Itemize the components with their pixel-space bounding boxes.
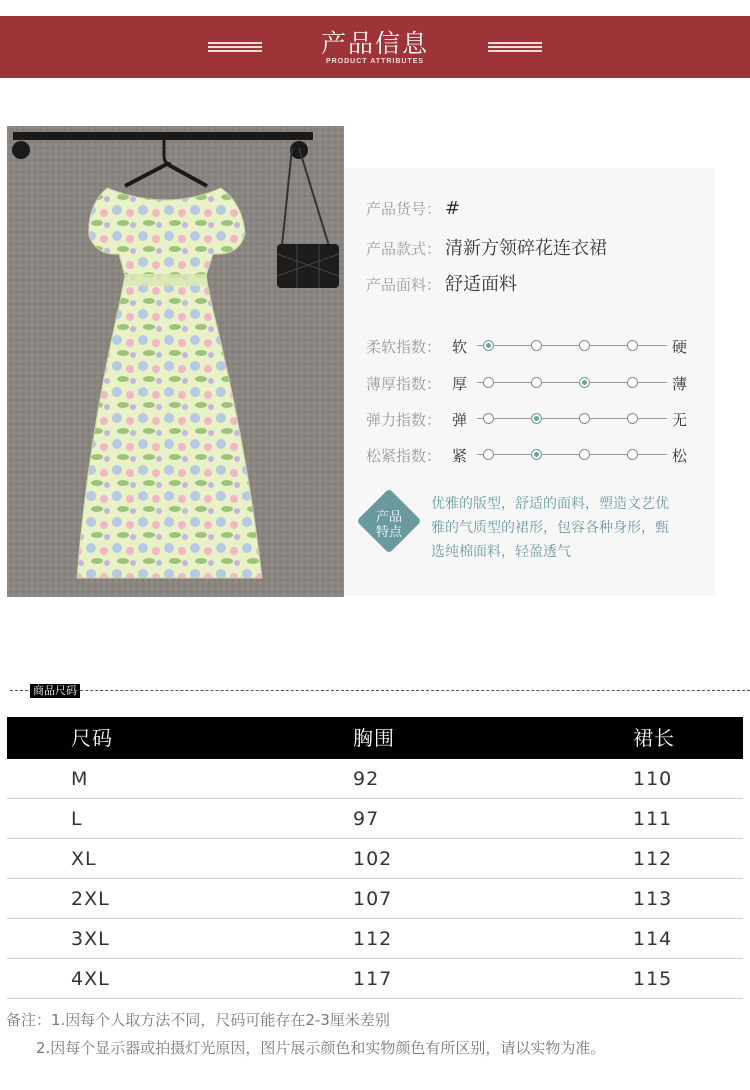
attribute-item-number <box>366 198 460 219</box>
cell-size: XL <box>71 848 97 870</box>
attribute-label: 产品款式： <box>366 240 442 258</box>
attribute-label: 产品面料： <box>366 276 442 294</box>
scale-dot <box>483 413 494 424</box>
note-line-1: 备注：1.因每个人取方法不同，尺码可能存在2-3厘米差别 <box>6 1011 390 1029</box>
cell-length: 112 <box>633 848 673 870</box>
scale-dot <box>627 377 638 388</box>
size-table <box>7 717 743 999</box>
table-row <box>7 959 743 999</box>
cell-length: 115 <box>633 968 673 990</box>
scale-softness <box>366 336 696 356</box>
size-notes <box>6 1006 605 1062</box>
cell-size: M <box>71 768 89 790</box>
attribute-label: 产品货号： <box>366 200 442 218</box>
banner-subtitle: PRODUCT ATTRIBUTES <box>325 58 425 65</box>
scale-dot <box>531 377 542 388</box>
cell-bust: 112 <box>353 928 393 950</box>
attribute-fabric <box>366 270 517 296</box>
cell-length: 113 <box>633 888 673 910</box>
attribute-value: 舒适面料 <box>445 274 518 295</box>
cell-size: 2XL <box>71 888 110 910</box>
feature-badge-line1: 产品 <box>375 510 402 525</box>
table-row <box>7 879 743 919</box>
scale-high-label: 无 <box>672 411 688 429</box>
scale-label: 松紧指数： <box>366 447 442 465</box>
scale-dot <box>483 340 494 351</box>
scale-dot <box>483 449 494 460</box>
cell-bust: 92 <box>353 768 380 790</box>
scale-dot <box>579 340 590 351</box>
scale-thickness <box>366 373 696 393</box>
dashed-divider <box>10 690 750 691</box>
dress-illustration <box>7 126 344 597</box>
cell-size: 3XL <box>71 928 110 950</box>
header-size: 尺码 <box>71 726 113 750</box>
cell-length: 114 <box>633 928 673 950</box>
cell-size: 4XL <box>71 968 110 990</box>
size-section-tag: 商品尺码 <box>30 684 80 698</box>
attribute-style <box>366 234 607 260</box>
scale-label: 柔软指数： <box>366 338 442 356</box>
banner-title: 产品信息 <box>320 29 429 58</box>
scale-track <box>477 418 667 419</box>
scale-low-label: 软 <box>452 338 468 356</box>
scale-dot <box>627 340 638 351</box>
table-row <box>7 839 743 879</box>
cell-bust: 117 <box>353 968 393 990</box>
scale-track <box>477 454 667 455</box>
cell-length: 110 <box>633 768 673 790</box>
scale-label: 薄厚指数： <box>366 375 442 393</box>
feature-badge-text <box>366 510 412 540</box>
scale-high-label: 硬 <box>672 338 688 356</box>
decorative-lines-right <box>488 42 542 52</box>
scale-dot <box>531 413 542 424</box>
scale-elasticity <box>366 409 696 429</box>
scale-dot <box>579 449 590 460</box>
attributes-panel <box>344 168 715 596</box>
attribute-value: # <box>445 198 461 219</box>
cell-bust: 97 <box>353 808 380 830</box>
scale-dot <box>627 449 638 460</box>
scale-dot <box>579 413 590 424</box>
scale-low-label: 厚 <box>452 375 468 393</box>
scale-label: 弹力指数： <box>366 411 442 429</box>
scale-dot <box>483 377 494 388</box>
scale-track <box>477 382 667 383</box>
size-section-header <box>10 684 750 698</box>
feature-description: 优雅的版型，舒适的面料，塑造文艺优雅的气质型的裙形，包容各种身形，甄选纯棉面料，轻盈透气 <box>431 496 669 560</box>
scale-high-label: 松 <box>672 447 688 465</box>
table-row <box>7 919 743 959</box>
attribute-value: 清新方领碎花连衣裙 <box>445 238 608 259</box>
header-length: 裙长 <box>633 726 675 750</box>
scale-track <box>477 345 667 346</box>
section-banner <box>0 16 750 78</box>
scale-dot <box>531 340 542 351</box>
scale-tightness <box>366 445 696 465</box>
feature-badge-line2: 特点 <box>375 525 402 540</box>
note-line-2: 2.因每个显示器或拍摄灯光原因，图片展示颜色和实物颜色有所区别，请以实物为准。 <box>36 1039 606 1057</box>
scale-dot <box>627 413 638 424</box>
product-photo <box>7 126 344 597</box>
table-row <box>7 799 743 839</box>
table-row <box>7 759 743 799</box>
scale-dot <box>531 449 542 460</box>
scale-dot <box>579 377 590 388</box>
cell-size: L <box>71 808 83 830</box>
size-table-header <box>7 717 743 759</box>
cell-bust: 107 <box>353 888 393 910</box>
scale-low-label: 弹 <box>452 411 468 429</box>
scale-low-label: 紧 <box>452 447 468 465</box>
cell-bust: 102 <box>353 848 393 870</box>
scale-high-label: 薄 <box>672 375 688 393</box>
header-bust: 胸围 <box>353 726 395 750</box>
cell-length: 111 <box>633 808 673 830</box>
